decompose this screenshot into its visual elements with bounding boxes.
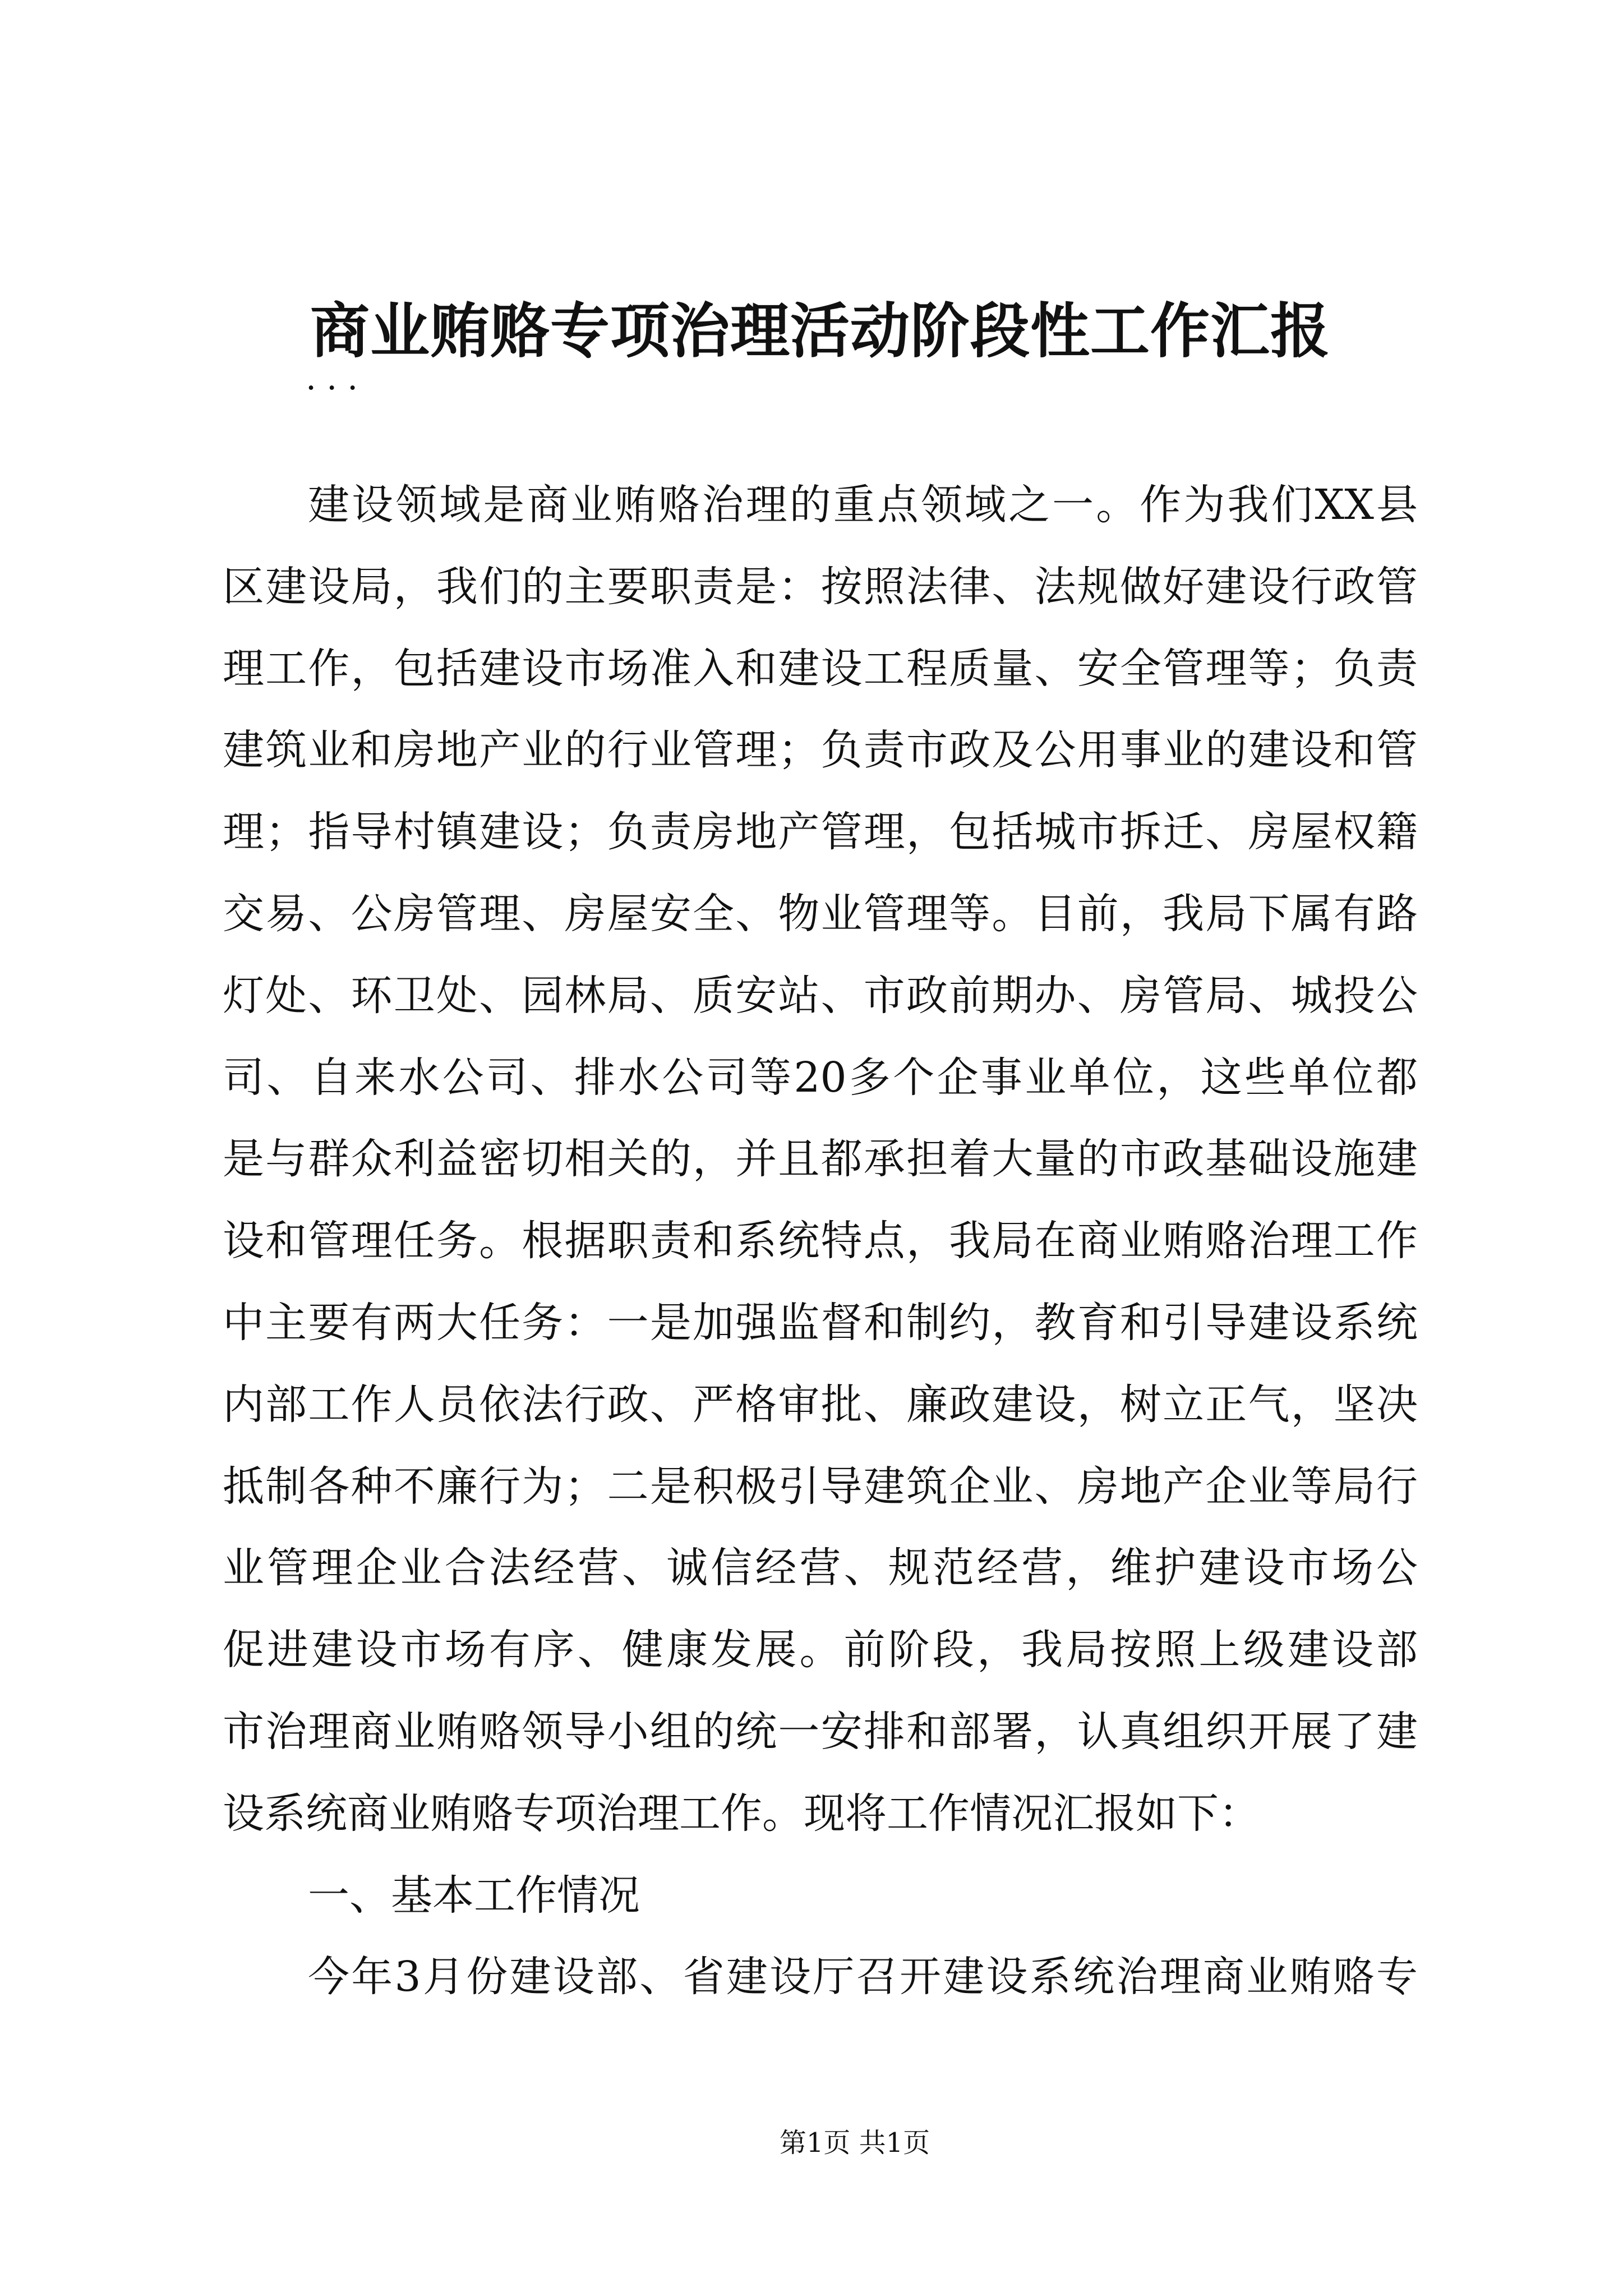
text-line: 建设领域是商业贿赂治理的重点领域之一。作为我们XX县 xyxy=(308,481,1418,529)
paragraph-intro xyxy=(223,464,1418,1855)
paragraph-basic-situation xyxy=(223,1936,1418,2018)
text-line: 司、自来水公司、排水公司等20多个企事业单位，这些单位都 xyxy=(223,1053,1418,1102)
document-body xyxy=(223,464,1418,2018)
text-line: 业管理企业合法经营、诚信经营、规范经营，维护建设市场公 xyxy=(223,1544,1418,1593)
text-line: 促进建设市场有序、健康发展。前阶段，我局按照上级建设部 xyxy=(223,1626,1418,1674)
text-line: 设系统商业贿赂专项治理工作。现将工作情况汇报如下： xyxy=(223,1789,1260,1838)
page-number-footer: 第1页 共1页 xyxy=(779,2127,930,2159)
text-line: 灯处、环卫处、园林局、质安站、市政前期办、房管局、城投公 xyxy=(223,971,1418,1020)
document-title: 商业贿赂专项治理活动阶段性工作汇报 xyxy=(310,296,1330,366)
text-line: 建筑业和房地产业的行业管理；负责市政及公用事业的建设和管 xyxy=(223,726,1418,775)
text-line: 中主要有两大任务：一是加强监督和制约，教育和引导建设系统 xyxy=(223,1298,1418,1347)
text-line: 交易、公房管理、房屋安全、物业管理等。目前，我局下属有路 xyxy=(223,889,1418,938)
text-line: 内部工作人员依法行政、严格审批、廉政建设，树立正气，坚决 xyxy=(223,1380,1418,1429)
text-line: 理；指导村镇建设；负责房地产管理，包括城市拆迁、房屋权籍 xyxy=(223,808,1418,857)
text-line: 市治理商业贿赂领导小组的统一安排和部署，认真组织开展了建 xyxy=(223,1707,1418,1756)
text-line: 设和管理任务。根据职责和系统特点，我局在商业贿赂治理工作 xyxy=(223,1217,1418,1266)
text-line: 抵制各种不廉行为；二是积极引导建筑企业、房地产企业等局行 xyxy=(223,1462,1418,1511)
text-line: 区建设局，我们的主要职责是：按照法律、法规做好建设行政管 xyxy=(223,562,1418,611)
text-line: 理工作，包括建设市场准入和建设工程质量、安全管理等；负责 xyxy=(223,644,1418,693)
ellipsis-marker: ... xyxy=(306,358,368,398)
section-heading: 一、基本工作情况 xyxy=(308,1871,640,1920)
text-line: 是与群众利益密切相关的，并且都承担着大量的市政基础设施建 xyxy=(223,1135,1418,1184)
text-line: 今年3月份建设部、省建设厅召开建设系统治理商业贿赂专 xyxy=(308,1953,1418,2001)
